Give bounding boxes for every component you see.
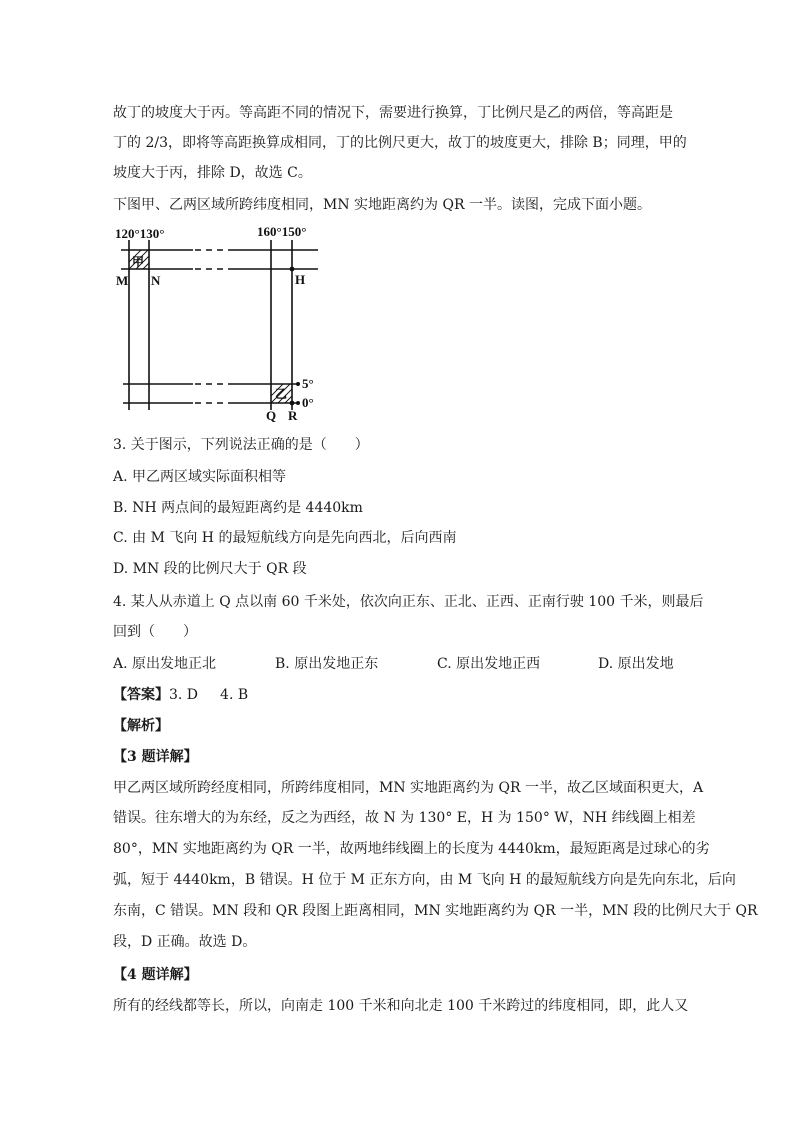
label-m: M <box>116 273 129 288</box>
label-n: N <box>151 273 161 288</box>
point-h-marker <box>290 267 295 272</box>
answer-item-3: 3. D <box>169 687 199 703</box>
intro-line-1: 故丁的坡度大于丙。等高距不同的情况下，需要进行换算，丁比例尺是乙的两倍，等高距是 <box>113 105 673 121</box>
q4-option-d: D. 原出发地 <box>598 656 674 672</box>
q3-detail-line-6: 段，D 正确。故选 D。 <box>113 934 257 950</box>
q3-detail-line-2: 错误。往东增大的为东经，反之为西经，故 N 为 130° E，H 为 150° W，NH 纬线圈上相差 <box>113 810 696 826</box>
label-r: R <box>288 408 298 422</box>
intro-line-3: 坡度大于丙，排除 D，故选 C。 <box>113 165 312 181</box>
q4-detail-label: 【4 题详解】 <box>113 967 198 983</box>
q3-option-b: B. NH 两点间的最短距离约是 4440km <box>113 500 363 516</box>
intro-line-4: 下图甲、乙两区域所跨纬度相同，MN 实地距离约为 QR 一半。读图，完成下面小题。 <box>113 197 651 213</box>
answer-row <box>113 685 270 705</box>
label-lat-0: 0° <box>302 395 314 410</box>
intro-line-2: 丁的 2/3，即将等高距换算成相同，丁的比例尺更大，故丁的坡度更大，排除 B；同理，甲的 <box>113 135 687 151</box>
point-r-marker <box>290 401 295 406</box>
label-top-left-lon: 120°130° <box>115 226 165 241</box>
q3-stem: 3. 关于图示，下列说法正确的是（ ） <box>113 437 369 453</box>
q3-detail-line-5: 东南，C 错误。MN 段和 QR 段图上距离相同，MN 实地距离约为 QR 一半，MN 段的比例尺大于 QR <box>113 903 758 919</box>
q4-stem-line-1: 4. 某人从赤道上 Q 点以南 60 千米处，依次向正东、正北、正西、正南行驶 100 千米，则最后 <box>113 594 704 610</box>
q3-option-c: C. 由 M 飞向 H 的最短航线方向是先向西北，后向西南 <box>113 530 457 546</box>
q4-option-c: C. 原出发地正西 <box>437 656 541 672</box>
lat-0-marker <box>296 401 300 405</box>
q4-stem-line-2: 回到（ ） <box>113 624 197 640</box>
q3-detail-line-1: 甲乙两区域所跨经度相同，所跨纬度相同，MN 实地距离约为 QR 一半，故乙区域面积更大，A <box>113 780 704 796</box>
q4-option-a: A. 原出发地正北 <box>113 656 217 672</box>
label-h: H <box>295 272 306 287</box>
answer-label: 【答案】 <box>113 687 169 703</box>
lat-5-marker <box>296 382 300 386</box>
q4-option-b: B. 原出发地正东 <box>275 656 379 672</box>
label-region-b: 乙 <box>275 387 288 401</box>
label-lat-5: 5° <box>302 376 314 391</box>
q3-detail-label: 【3 题详解】 <box>113 749 198 765</box>
q3-detail-line-3: 80°，MN 实地距离约为 QR 一半，故两地纬线圈上的长度为 4440km，最短距离是过球心的劣 <box>113 841 710 857</box>
answer-item-4: 4. B <box>220 687 249 703</box>
q3-detail-line-4: 弧，短于 4440km，B 错误。H 位于 M 正东方向，由 M 飞向 H 的最短航线方向是先向东北，后向 <box>113 872 736 888</box>
q3-option-a: A. 甲乙两区域实际面积相等 <box>113 469 287 485</box>
q4-detail-line-1: 所有的经线都等长，所以，向南走 100 千米和向北走 100 千米跨过的纬度相同，即，此人又 <box>113 998 689 1014</box>
label-top-right-lon: 160°150° <box>257 224 307 239</box>
label-q: Q <box>266 408 277 422</box>
map-grid-diagram <box>113 222 333 422</box>
label-region-a: 甲 <box>132 255 145 269</box>
q3-option-d: D. MN 段的比例尺大于 QR 段 <box>113 561 307 577</box>
analysis-label: 【解析】 <box>113 718 169 734</box>
